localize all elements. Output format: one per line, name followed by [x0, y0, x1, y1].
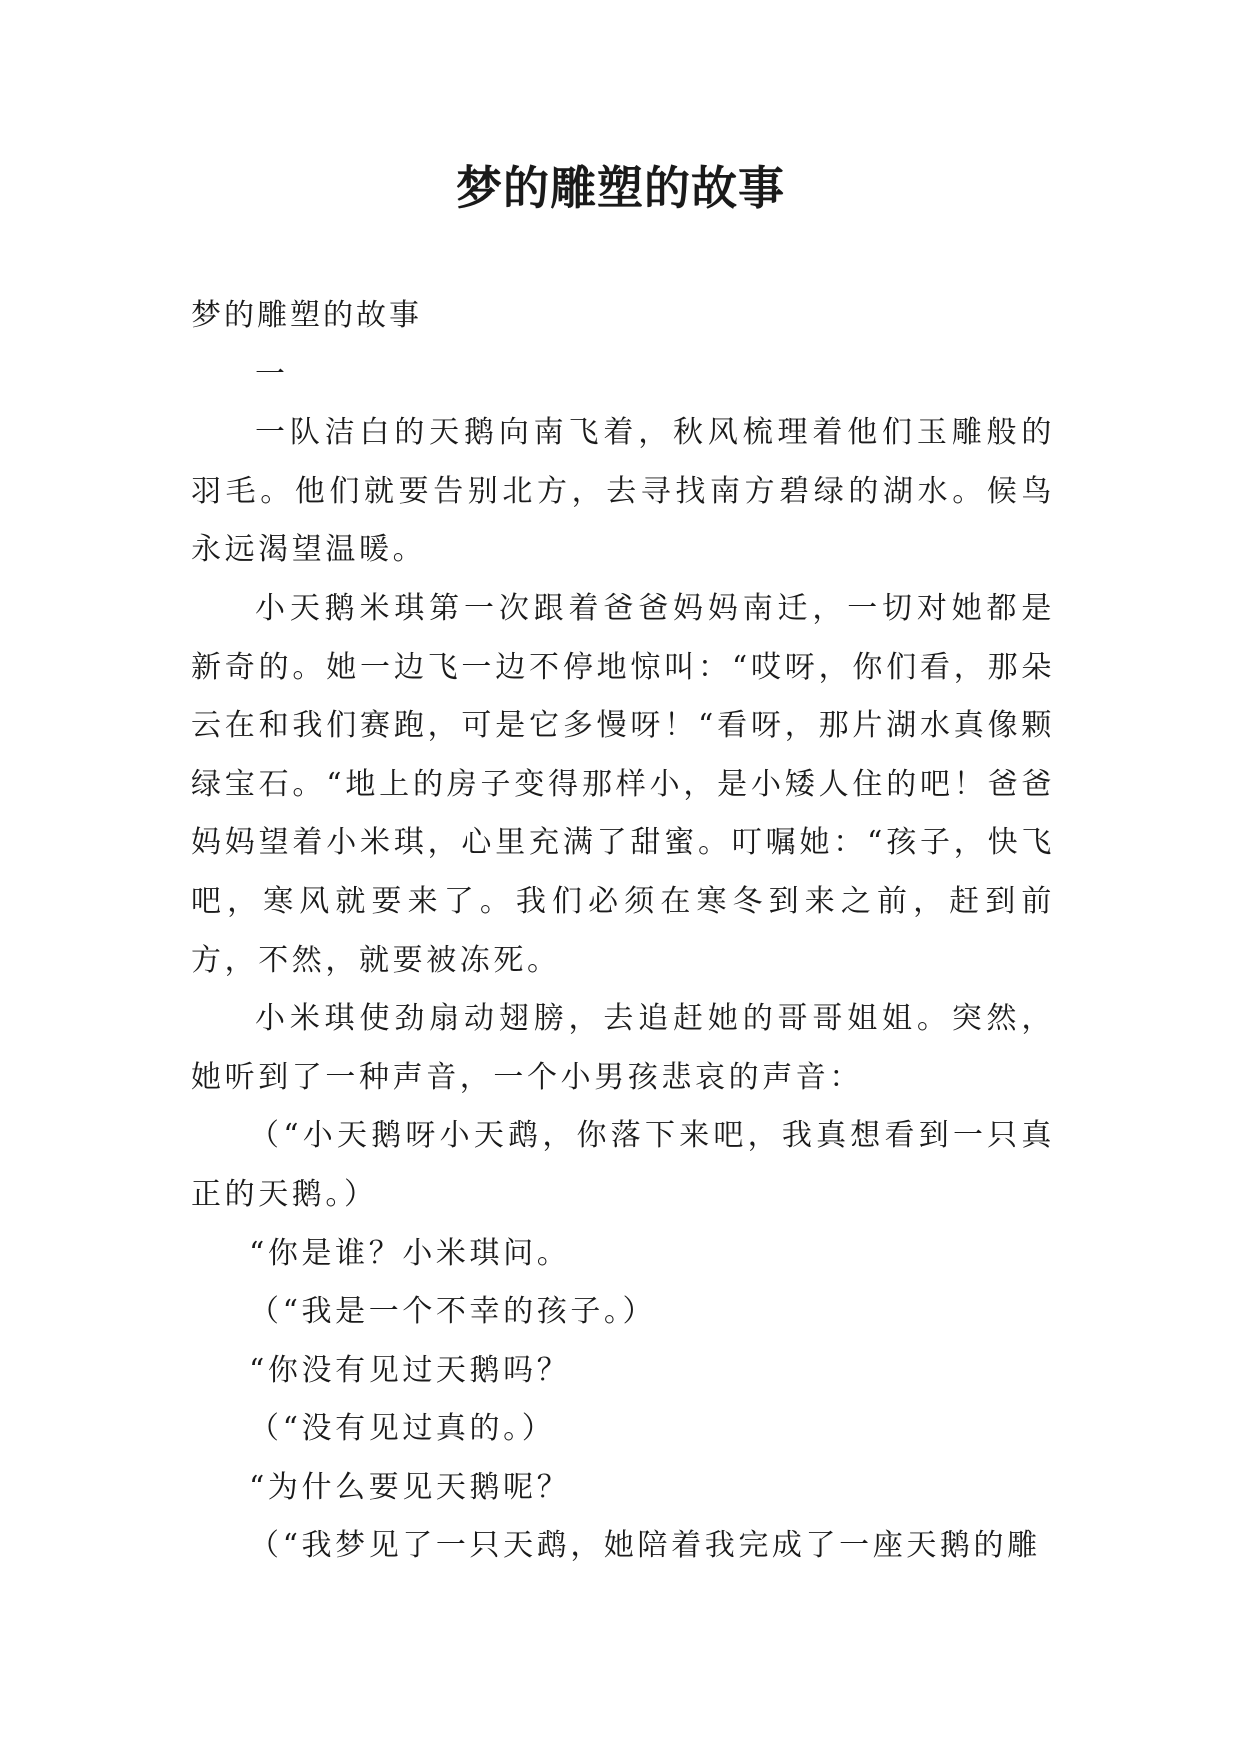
document-subtitle: 梦的雕塑的故事	[191, 298, 422, 333]
paragraph-1: 一队洁白的天鹅向南飞着，秋风梳理着他们玉雕般的羽毛。他们就要告别北方，去寻找南方碧绿的湖水。候鸟永远渴望温暖。	[191, 415, 1055, 568]
section-number: 一	[255, 356, 289, 392]
document-body	[191, 287, 1055, 1576]
paragraph-8: （“没有见过真的。）	[249, 1411, 556, 1447]
paragraph-2: 小天鹅米琪第一次跟着爸爸妈妈南迁，一切对她都是新奇的。她一边飞一边不停地惊叫：“哎呀，你们看，那朵云在和我们赛跑，可是它多慢呀！“看呀，那片湖水真像颗绿宝石。“地上的房子变得那样小，是小矮人住的吧！爸爸妈妈望着小米琪，心里充满了甜蜜。叮嘱她：“孩子，快飞吧，寒风就要来了。我们必须在寒冬到来之前，赶到前方，不然，就要被冻死。	[191, 590, 1055, 978]
paragraph-7: “你没有见过天鹅吗？	[249, 1352, 571, 1388]
paragraph-9: “为什么要见天鹅呢？	[249, 1469, 571, 1505]
paragraph-6: （“我是一个不幸的孩子。）	[249, 1294, 657, 1330]
paragraph-3: 小米琪使劲扇动翅膀，去追赶她的哥哥姐姐。突然，她听到了一种声音，一个小男孩悲哀的声音：	[191, 1001, 1055, 1095]
paragraph-10: （“我梦见了一只天鹉，她陪着我完成了一座天鹅的雕	[249, 1528, 1041, 1564]
page-title: 梦的雕塑的故事	[456, 161, 785, 215]
paragraph-5: “你是谁？小米琪问。	[249, 1235, 571, 1271]
paragraph-4: （“小天鹅呀小天鹉，你落下来吧，我真想看到一只真正的天鹅。）	[191, 1118, 1055, 1212]
